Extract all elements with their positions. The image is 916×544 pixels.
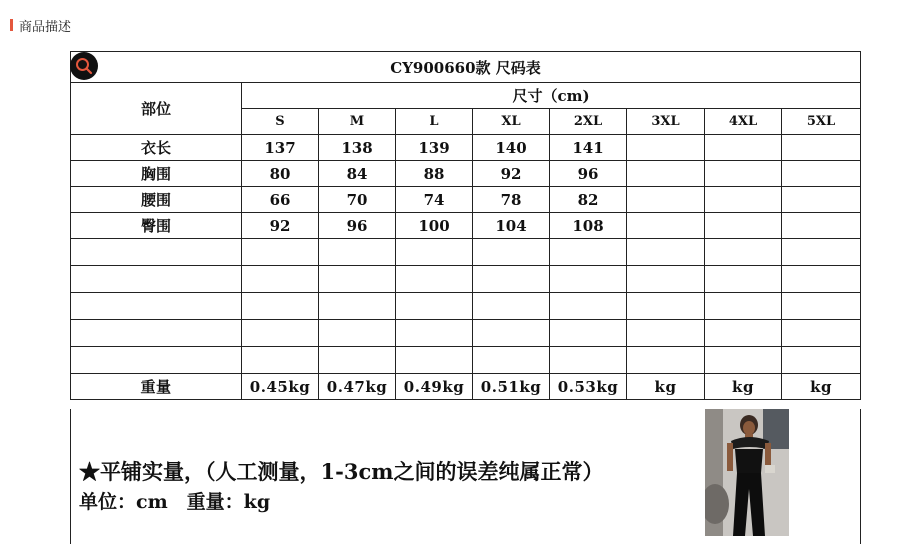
row-label: 腰围 [71, 187, 242, 213]
table-cell: 84 [319, 161, 396, 187]
table-cell: 74 [396, 187, 473, 213]
row-label: 胸围 [71, 161, 242, 187]
weight-cell: 0.45kg [242, 374, 319, 400]
table-cell: 108 [550, 213, 627, 239]
size-header: 4XL [705, 109, 782, 135]
empty-row [71, 239, 861, 266]
part-header: 部位 [71, 83, 242, 135]
table-cell [705, 213, 782, 239]
table-cell: 92 [473, 161, 550, 187]
weight-cell: 0.49kg [396, 374, 473, 400]
table-row [71, 161, 861, 187]
table-cell: 100 [396, 213, 473, 239]
measurement-notes [70, 409, 861, 544]
size-header: 5XL [782, 109, 861, 135]
table-cell: 82 [550, 187, 627, 213]
table-cell: 96 [319, 213, 396, 239]
table-cell [627, 187, 705, 213]
empty-row [71, 293, 861, 320]
empty-row [71, 266, 861, 293]
weight-row [71, 374, 861, 400]
weight-cell: kg [782, 374, 861, 400]
table-cell: 66 [242, 187, 319, 213]
section-accent-bar [10, 19, 13, 31]
size-header: XL [473, 109, 550, 135]
weight-cell: 0.47kg [319, 374, 396, 400]
search-icon [74, 56, 94, 76]
weight-label: 重量 [71, 374, 242, 400]
table-cell: 141 [550, 135, 627, 161]
row-label: 臀围 [71, 213, 242, 239]
table-cell: 137 [242, 135, 319, 161]
table-cell [705, 161, 782, 187]
size-chart-image [70, 51, 861, 544]
size-header: S [242, 109, 319, 135]
table-cell: 138 [319, 135, 396, 161]
table-cell [782, 161, 861, 187]
table-cell [782, 213, 861, 239]
table-cell: 70 [319, 187, 396, 213]
table-row [71, 187, 861, 213]
table-cell: 139 [396, 135, 473, 161]
table-row [71, 213, 861, 239]
table-cell [627, 161, 705, 187]
size-table [70, 51, 861, 400]
table-title: CY900660款 尺码表 [71, 52, 861, 83]
table-cell [782, 135, 861, 161]
model-figure-illustration [705, 409, 789, 536]
table-cell: 92 [242, 213, 319, 239]
section-title: 商品描述 [19, 19, 72, 35]
weight-cell: 0.53kg [550, 374, 627, 400]
unit-header: 尺寸（cm) [242, 83, 861, 109]
size-header: M [319, 109, 396, 135]
table-cell [627, 135, 705, 161]
zoom-button[interactable] [70, 52, 98, 80]
table-cell: 96 [550, 161, 627, 187]
table-cell [705, 135, 782, 161]
table-cell: 140 [473, 135, 550, 161]
table-cell: 104 [473, 213, 550, 239]
section-header [10, 17, 71, 33]
table-cell [705, 187, 782, 213]
weight-cell: kg [705, 374, 782, 400]
model-photo [705, 409, 789, 536]
table-cell [782, 187, 861, 213]
weight-cell: 0.51kg [473, 374, 550, 400]
table-cell: 78 [473, 187, 550, 213]
table-row [71, 135, 861, 161]
size-header: 2XL [550, 109, 627, 135]
empty-row [71, 347, 861, 374]
unit-note: 单位：cm 重量：kg [79, 491, 271, 513]
size-header: L [396, 109, 473, 135]
table-cell: 88 [396, 161, 473, 187]
measurement-note: ★平铺实量，（人工测量，1-3cm之间的误差纯属正常） [79, 459, 604, 484]
row-label: 衣长 [71, 135, 242, 161]
table-cell [627, 213, 705, 239]
size-header: 3XL [627, 109, 705, 135]
weight-cell: kg [627, 374, 705, 400]
empty-row [71, 320, 861, 347]
table-cell: 80 [242, 161, 319, 187]
